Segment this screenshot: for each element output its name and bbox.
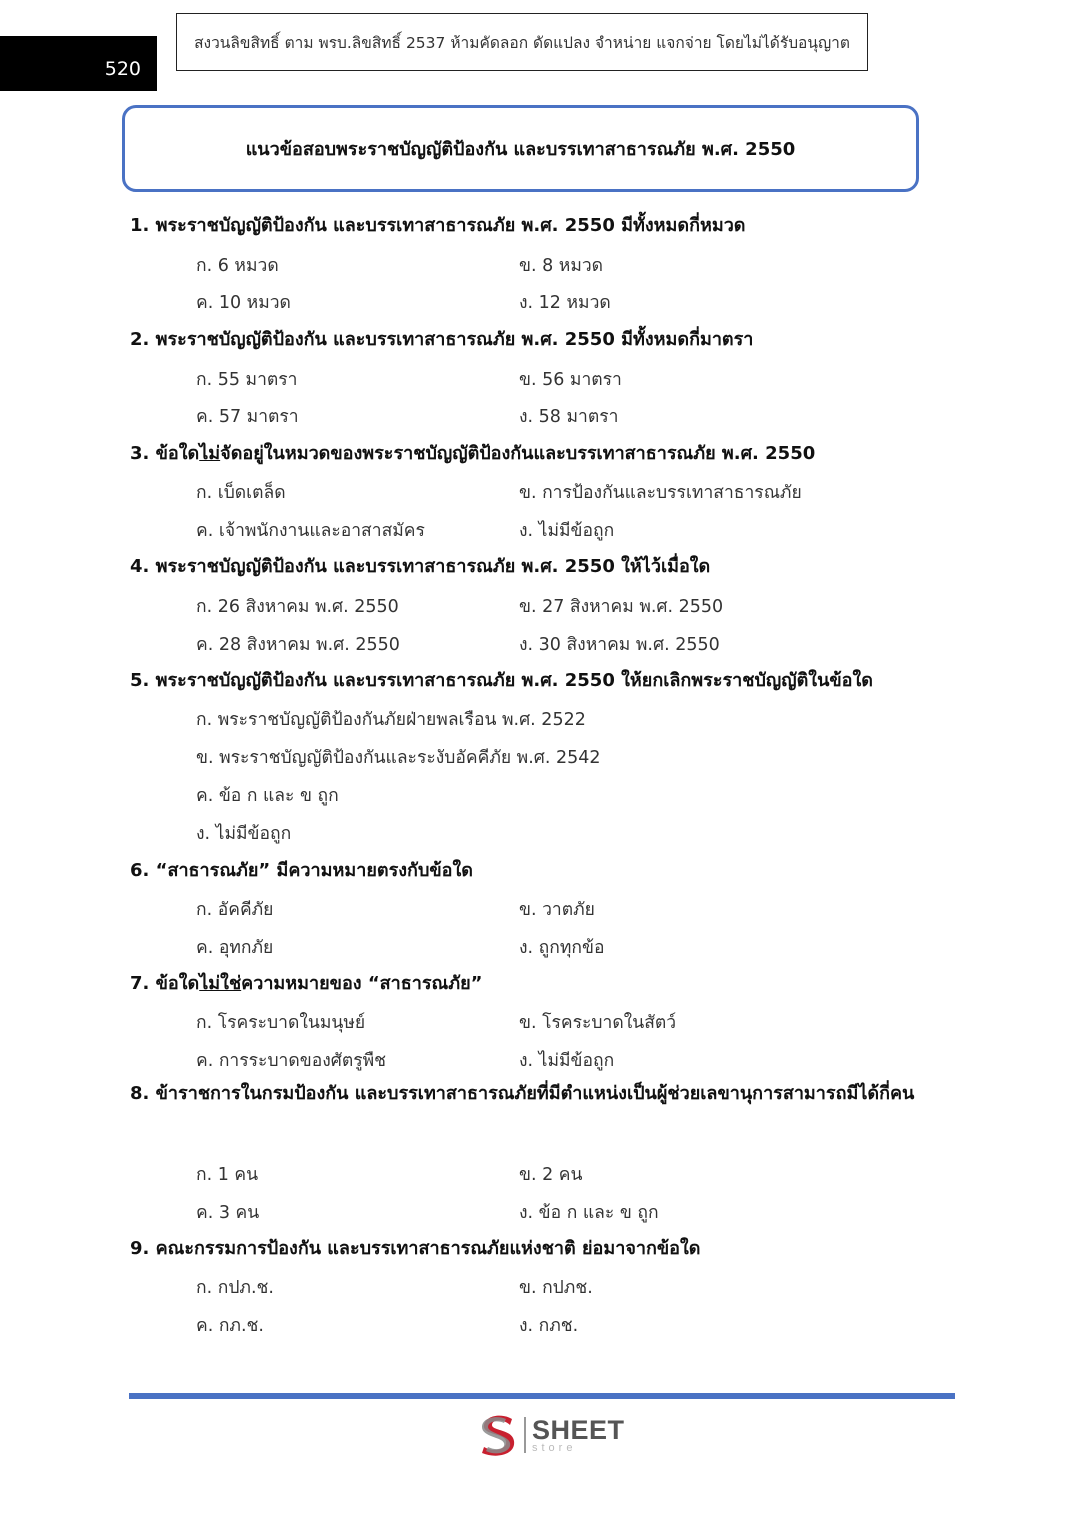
page-number: 520 [0, 36, 157, 91]
question-3: 3. ข้อใดไม่จัดอยู่ในหมวดของพระราชบัญญัติป้องกันและบรรเทาสาธารณภัย พ.ศ. 2550 [130, 443, 816, 464]
question-9: 9. คณะกรรมการป้องกัน และบรรเทาสาธารณภัยแห่งชาติ ย่อมาจากข้อใด [130, 1238, 701, 1259]
option-5d: ง. ไม่มีข้อถูก [196, 824, 292, 844]
option-7b: ข. โรคระบาดในสัตว์ [519, 1013, 677, 1033]
logo-main-text: SHEET [532, 1414, 625, 1445]
option-6d: ง. ถูกทุกข้อ [519, 938, 605, 958]
copyright-notice: สงวนลิขสิทธิ์ ตาม พรบ.ลิขสิทธิ์ 2537 ห้ามคัดลอก ดัดแปลง จำหน่าย แจกจ่าย โดยไม่ได้รับอนุญาต [176, 13, 868, 71]
option-7a: ก. โรคระบาดในมนุษย์ [196, 1013, 366, 1033]
option-6a: ก. อัคคีภัย [196, 900, 274, 920]
option-3c: ค. เจ้าพนักงานและอาสาสมัคร [196, 521, 425, 541]
option-9b: ข. กปภช. [519, 1278, 593, 1298]
option-2c: ค. 57 มาตรา [196, 407, 299, 427]
option-1a: ก. 6 หมวด [196, 256, 279, 276]
option-4a: ก. 26 สิงหาคม พ.ศ. 2550 [196, 597, 399, 617]
option-6b: ข. วาตภัย [519, 900, 595, 920]
option-3a: ก. เบ็ดเตล็ด [196, 483, 286, 503]
option-3b: ข. การป้องกันและบรรเทาสาธารณภัย [519, 483, 802, 503]
question-5: 5. พระราชบัญญัติป้องกัน และบรรเทาสาธารณภัย พ.ศ. 2550 ให้ยกเลิกพระราชบัญญัติในข้อใด [130, 670, 873, 691]
question-7: 7. ข้อใดไม่ใช่ความหมายของ “สาธารณภัย” [130, 973, 483, 994]
option-4d: ง. 30 สิงหาคม พ.ศ. 2550 [519, 635, 720, 655]
option-8d: ง. ข้อ ก และ ข ถูก [519, 1203, 659, 1223]
question-3-emphasis: ไม่ [199, 443, 221, 464]
option-3d: ง. ไม่มีข้อถูก [519, 521, 615, 541]
question-7-emphasis: ไม่ใช่ [199, 973, 242, 994]
question-6: 6. “สาธารณภัย” มีความหมายตรงกับข้อใด [130, 860, 473, 881]
option-8a: ก. 1 คน [196, 1165, 259, 1185]
question-4: 4. พระราชบัญญัติป้องกัน และบรรเทาสาธารณภัย พ.ศ. 2550 ให้ไว้เมื่อใด [130, 556, 711, 577]
option-8c: ค. 3 คน [196, 1203, 260, 1223]
sheet-store-logo [474, 1410, 634, 1460]
option-9d: ง. กภช. [519, 1316, 579, 1336]
question-1: 1. พระราชบัญญัติป้องกัน และบรรเทาสาธารณภัย พ.ศ. 2550 มีทั้งหมดกี่หมวด [130, 215, 746, 236]
question-8: 8. ข้าราชการในกรมป้องกัน และบรรเทาสาธารณภัยที่มีตำแหน่งเป็นผู้ช่วยเลขานุการสามารถมีได้กี่คน [130, 1083, 915, 1104]
option-8b: ข. 2 คน [519, 1165, 583, 1185]
logo-separator [524, 1417, 526, 1453]
option-2a: ก. 55 มาตรา [196, 370, 298, 390]
option-7d: ง. ไม่มีข้อถูก [519, 1051, 615, 1071]
s-logo-icon [474, 1411, 522, 1459]
option-7c: ค. การระบาดของศัตรูพืช [196, 1051, 387, 1071]
option-1d: ง. 12 หมวด [519, 293, 611, 313]
option-4b: ข. 27 สิงหาคม พ.ศ. 2550 [519, 597, 724, 617]
logo-sub-text: store [532, 1441, 577, 1454]
option-2d: ง. 58 มาตรา [519, 407, 619, 427]
option-4c: ค. 28 สิงหาคม พ.ศ. 2550 [196, 635, 400, 655]
option-2b: ข. 56 มาตรา [519, 370, 622, 390]
option-5a: ก. พระราชบัญญัติป้องกันภัยฝ่ายพลเรือน พ.ศ. 2522 [196, 710, 586, 730]
option-5b: ข. พระราชบัญญัติป้องกันและระงับอัคคีภัย พ.ศ. 2542 [196, 748, 601, 768]
footer-divider [129, 1393, 955, 1399]
option-9a: ก. กปภ.ช. [196, 1278, 274, 1298]
option-9c: ค. กภ.ช. [196, 1316, 264, 1336]
option-1c: ค. 10 หมวด [196, 293, 291, 313]
page-title: แนวข้อสอบพระราชบัญญัติป้องกัน และบรรเทาสาธารณภัย พ.ศ. 2550 [122, 105, 919, 192]
option-5c: ค. ข้อ ก และ ข ถูก [196, 786, 339, 806]
option-6c: ค. อุทกภัย [196, 938, 274, 958]
option-1b: ข. 8 หมวด [519, 256, 604, 276]
question-2: 2. พระราชบัญญัติป้องกัน และบรรเทาสาธารณภัย พ.ศ. 2550 มีทั้งหมดกี่มาตรา [130, 329, 754, 350]
